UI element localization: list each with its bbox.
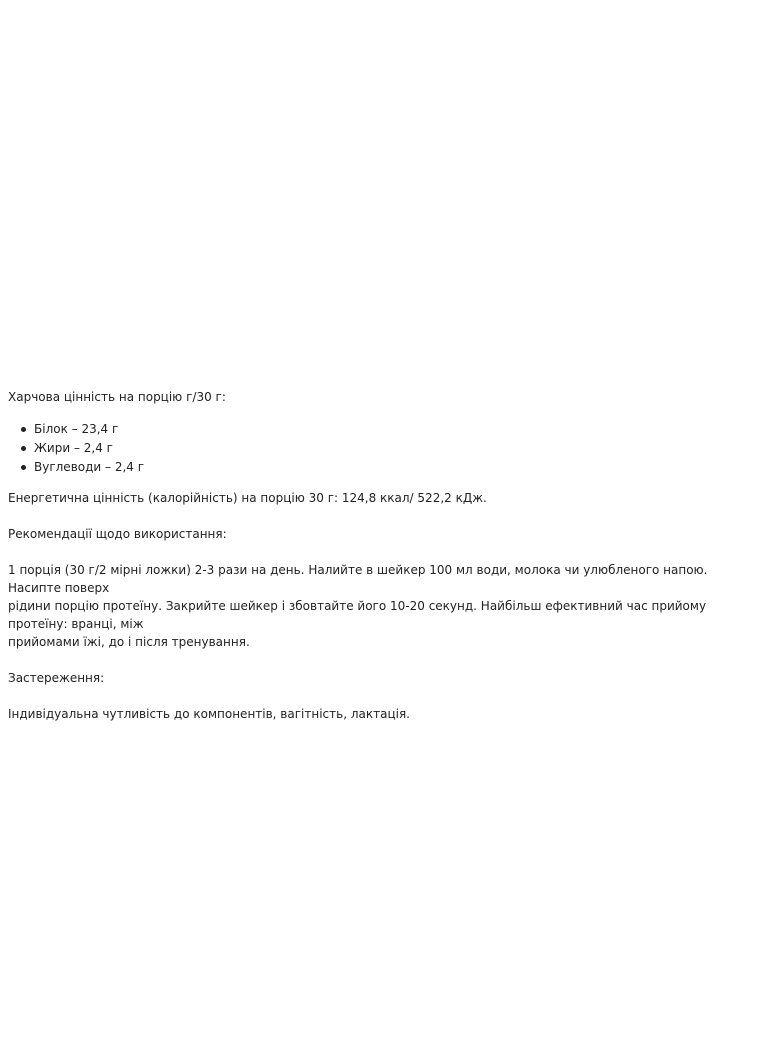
usage-text xyxy=(8,561,752,651)
nutrition-item-fat: Жири – 2,4 г xyxy=(20,439,752,458)
nutrition-item-protein: Білок – 23,4 г xyxy=(20,420,752,439)
warning-text: Індивідуальна чутливість до компонентів, вагітність, лактація. xyxy=(8,707,410,721)
energy-value: Енергетична цінність (калорійність) на порцію 30 г: 124,8 ккал/ 522,2 кДж. xyxy=(8,491,487,505)
nutrition-heading: Харчова цінність на порцію г/30 г: xyxy=(8,390,226,404)
nutrition-item-carbs: Вуглеводи – 2,4 г xyxy=(20,458,752,477)
usage-line: рідини порцію протеїну. Закрийте шейкер і збовтайте його 10-20 секунд. Найбільш ефективний час прийому протеїну: вранці, між xyxy=(8,599,707,631)
usage-line: 1 порція (30 г/2 мірні ложки) 2-3 рази на день. Налийте в шейкер 100 мл води, молока чи улюбленого напою. Насипте поверх xyxy=(8,563,708,595)
usage-heading: Рекомендації щодо використання: xyxy=(8,527,227,541)
usage-line: прийомами їжі, до і після тренування. xyxy=(8,635,250,649)
product-description xyxy=(8,388,752,723)
nutrition-list xyxy=(8,420,752,477)
warning-heading: Застереження: xyxy=(8,671,105,685)
